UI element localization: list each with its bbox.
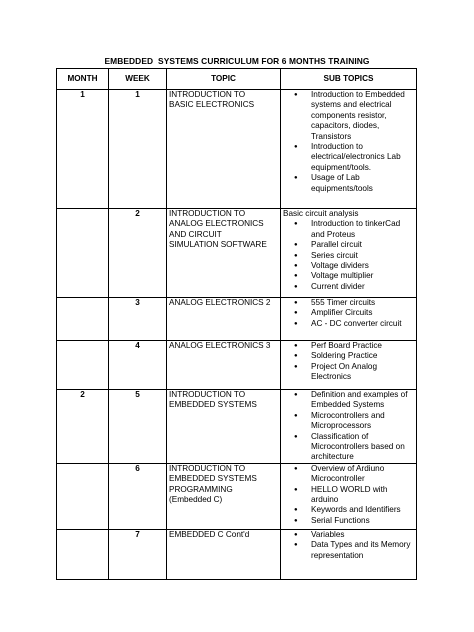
subtopics-list bbox=[283, 390, 414, 463]
subtopic-item: ● Serial Functions bbox=[311, 516, 414, 526]
topic-cell bbox=[167, 341, 281, 390]
subtopic-item: ● Variables bbox=[311, 530, 414, 540]
month-cell: 1 bbox=[57, 90, 109, 209]
topic-line: ANALOG ELECTRONICS 3 bbox=[169, 341, 271, 350]
subtopic-item: ● Introduction to tinkerCad and Proteus bbox=[311, 219, 414, 240]
subtopic-item: ● Introduction to electrical/electronics Lab equipment/tools. bbox=[311, 142, 414, 173]
subtopics-cell bbox=[281, 529, 417, 579]
topic-cell bbox=[167, 390, 281, 464]
subtopic-item: ● Voltage multiplier bbox=[311, 271, 414, 281]
subtopic-item: ● Introduction to Embedded systems and electrical components resistor, capacitors, diodes, Transistors bbox=[311, 90, 414, 142]
subtopic-item: ● Voltage dividers bbox=[311, 261, 414, 271]
page-title: EMBEDDED SYSTEMS CURRICULUM FOR 6 MONTHS TRAINING bbox=[104, 56, 370, 66]
table-header-row bbox=[57, 69, 417, 90]
topic-cell bbox=[167, 90, 281, 209]
table-row bbox=[57, 90, 417, 209]
week-cell: 3 bbox=[109, 298, 167, 341]
subtopics-cell bbox=[281, 463, 417, 529]
subtopic-item: ● Amplifier Circuits bbox=[311, 308, 414, 318]
table-row bbox=[57, 529, 417, 579]
topic-line: ANALOG ELECTRONICS bbox=[169, 219, 264, 229]
topic-line: INTRODUCTION TO bbox=[169, 463, 246, 473]
subtopics-list bbox=[283, 464, 414, 526]
subtopic-item: ● HELLO WORLD with arduino bbox=[311, 485, 414, 506]
month-cell bbox=[57, 209, 109, 298]
topic-line: ANALOG ELECTRONICS 2 bbox=[169, 298, 271, 307]
subtopic-item: ● AC - DC converter circuit bbox=[311, 319, 414, 329]
week-cell: 7 bbox=[109, 529, 167, 579]
subtopic-item: ● Keywords and Identifiers bbox=[311, 505, 414, 515]
subtopics-cell bbox=[281, 298, 417, 341]
subtopics-cell bbox=[281, 341, 417, 390]
topic-line: EMBEDDED SYSTEMS bbox=[169, 474, 257, 484]
subtopic-item: ● Current divider bbox=[311, 282, 414, 292]
topic-cell bbox=[167, 209, 281, 298]
topic-line: (Embedded C) bbox=[169, 495, 223, 505]
subtopic-item: ● Definition and examples of Embedded Systems bbox=[311, 390, 414, 411]
month-cell bbox=[57, 341, 109, 390]
subtopics-list bbox=[283, 219, 414, 292]
week-cell: 6 bbox=[109, 463, 167, 529]
topic-cell bbox=[167, 298, 281, 341]
subtopics-cell bbox=[281, 209, 417, 298]
subtopics-list bbox=[283, 341, 414, 383]
month-cell bbox=[57, 529, 109, 579]
subtopic-item: ● Overview of Ardiuno Microcontroller bbox=[311, 464, 414, 485]
subtopic-item: ● Parallel circuit bbox=[311, 240, 414, 250]
table-row bbox=[57, 390, 417, 464]
topic-cell bbox=[167, 463, 281, 529]
subtopic-item: ● Usage of Lab equipments/tools bbox=[311, 173, 414, 194]
subtopic-item: ● Soldering Practice bbox=[311, 351, 414, 361]
subtopic-item: ● Perf Board Practice bbox=[311, 341, 414, 351]
table-body bbox=[57, 90, 417, 580]
column-header-topic: TOPIC bbox=[167, 69, 281, 90]
subtopics-list bbox=[283, 530, 414, 561]
subtopics-list bbox=[283, 298, 414, 329]
table-row bbox=[57, 341, 417, 390]
topic-line: INTRODUCTION TO bbox=[169, 209, 246, 218]
week-cell: 1 bbox=[109, 90, 167, 209]
table-row bbox=[57, 298, 417, 341]
topic-line: BASIC ELECTRONICS bbox=[169, 100, 255, 110]
curriculum-table bbox=[56, 68, 417, 580]
subtopic-item: ● Microcontrollers and Microprocessors bbox=[311, 411, 414, 432]
topic-line: AND CIRCUIT bbox=[169, 229, 222, 239]
month-cell bbox=[57, 298, 109, 341]
subtopics-list bbox=[283, 90, 414, 194]
subtopic-item: ● Series circuit bbox=[311, 251, 414, 261]
topic-cell bbox=[167, 529, 281, 579]
topic-line: PROGRAMMING bbox=[169, 484, 233, 494]
subtopic-item: ● 555 Timer circuits bbox=[311, 298, 414, 308]
week-cell: 4 bbox=[109, 341, 167, 390]
table-row bbox=[57, 209, 417, 298]
topic-line: SIMULATION SOFTWARE bbox=[169, 240, 267, 250]
table-row bbox=[57, 463, 417, 529]
topic-line: EMBEDDED C Cont'd bbox=[169, 529, 250, 539]
month-cell: 2 bbox=[57, 390, 109, 464]
week-cell: 5 bbox=[109, 390, 167, 464]
subtopics-intro: Basic circuit analysis bbox=[283, 209, 359, 218]
subtopic-item: ● Project On Analog Electronics bbox=[311, 362, 414, 383]
topic-line: EMBEDDED SYSTEMS bbox=[169, 400, 257, 410]
week-cell: 2 bbox=[109, 209, 167, 298]
column-header-subtopics: SUB TOPICS bbox=[281, 69, 417, 90]
subtopics-cell bbox=[281, 390, 417, 464]
topic-line: INTRODUCTION TO bbox=[169, 90, 246, 99]
subtopics-cell bbox=[281, 90, 417, 209]
column-header-month: MONTH bbox=[57, 69, 109, 90]
month-cell bbox=[57, 463, 109, 529]
subtopic-item: ● Data Types and its Memory representation bbox=[311, 540, 414, 561]
topic-line: INTRODUCTION TO bbox=[169, 390, 246, 399]
subtopic-item: ● Classification of Microcontrollers based on architecture bbox=[311, 432, 414, 463]
column-header-week: WEEK bbox=[109, 69, 167, 90]
